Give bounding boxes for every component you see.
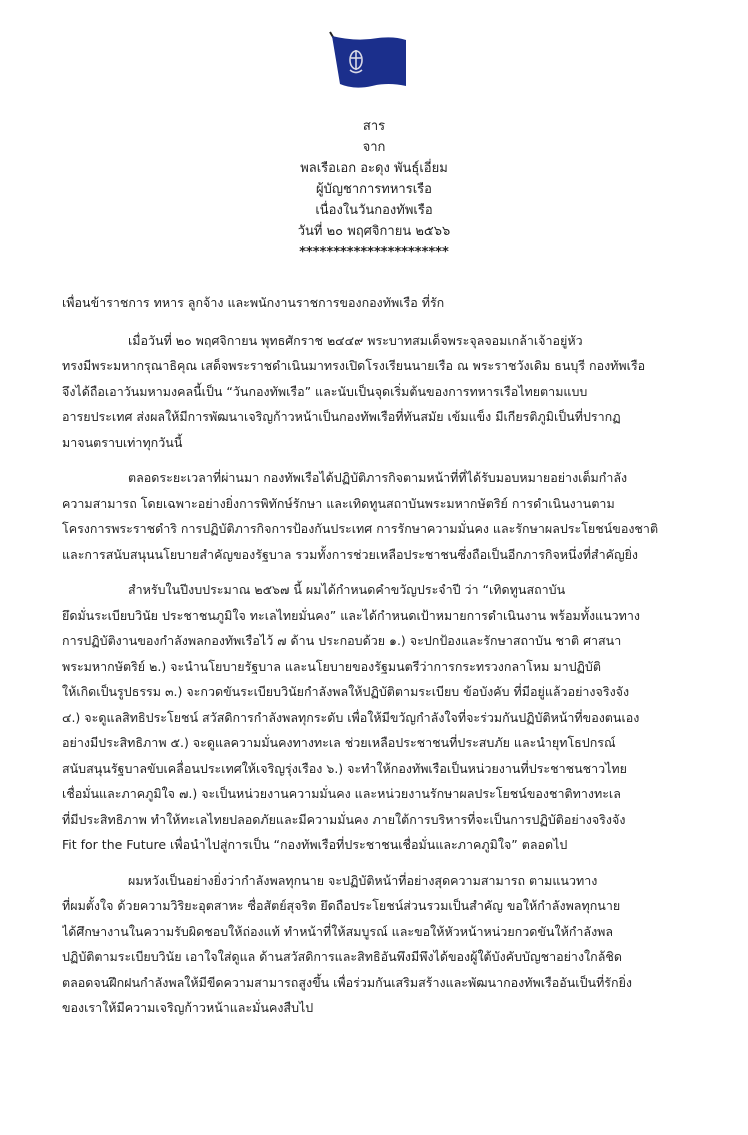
paragraph-line: ผมหวังเป็นอย่างยิ่งว่ากำลังพลทุกนาย จะปฏิบัติหน้าที่อย่างสุดความสามารถ ตามแนวทาง xyxy=(128,872,598,888)
paragraph-line: Fit for the Future เพื่อนำไปสู่การเป็น “กองทัพเรือที่ประชาชนเชื่อมั่นและภาคภูมิใจ” ตลอดไป xyxy=(62,837,568,852)
paragraph-3 xyxy=(62,577,688,858)
paragraph-line: การปฏิบัติงานของกำลังพลกองทัพเรือไว้ ๗ ด้าน ประกอบด้วย ๑.) จะปกป้องและรักษาสถาบัน ชาติ ศาสนา xyxy=(62,633,622,648)
paragraph-line: ๔.) จะดูแลสิทธิประโยชน์ สวัสดิการกำลังพลทุกระดับ เพื่อให้มีขวัญกำลังใจที่จะร่วมกันปฏิบัติหน้าที่ของตนเอง xyxy=(62,709,640,725)
paragraph-line: ที่ผมตั้งใจ ด้วยความวิริยะอุตสาหะ ซื่อสัตย์สุจริต ยึดถือประโยชน์ส่วนรวมเป็นสำคัญ ขอให้กำลังพลทุกนาย xyxy=(62,898,621,913)
paragraph-4 xyxy=(62,868,688,1021)
paragraph-line: ของเราให้มีความเจริญก้าวหน้าและมั่นคงสืบไป xyxy=(62,1000,314,1015)
paragraph-2 xyxy=(62,465,688,567)
salutation: เพื่อนข้าราชการ ทหาร ลูกจ้าง และพนักงานราชการของกองทัพเรือ ที่รัก xyxy=(62,295,445,310)
paragraph-line: สนับสนุนรัฐบาลขับเคลื่อนประเทศให้เจริญรุ่งเรือง ๖.) จะทำให้กองทัพเรือเป็นหน่วยงานที่ประชาชนชาวไทย xyxy=(62,760,627,776)
paragraph-line: ตลอดระยะเวลาที่ผ่านมา กองทัพเรือได้ปฏิบัติภารกิจตามหน้าที่ที่ได้รับมอบหมายอย่างเต็มกำลัง xyxy=(128,470,628,485)
header-separator: ********************** xyxy=(299,245,449,260)
header-date: วันที่ ๒๐ พฤศจิกายน ๒๕๖๖ xyxy=(297,224,451,239)
paragraph-line: ได้ศึกษางานในความรับผิดชอบให้ถ่องแท้ ทำหน้าที่ให้สมบูรณ์ และขอให้หัวหน้าหน่วยกวดขันให้กำลังพล xyxy=(62,923,614,939)
paragraph-1 xyxy=(62,328,688,456)
header-sender-name: พลเรือเอก อะดุง พันธุ์เอี่ยม xyxy=(300,161,448,176)
paragraph-line: ความสามารถ โดยเฉพาะอย่างยิ่งการพิทักษ์รักษา และเทิดทูนสถาบันพระมหากษัตริย์ การดำเนินงานตาม xyxy=(62,495,615,511)
paragraph-line: โครงการพระราชดำริ การปฏิบัติภารกิจการป้องกันประเทศ การรักษาความมั่นคง และรักษาผลประโยชน์ของชาติ xyxy=(62,521,659,536)
paragraph-line: มาจนตราบเท่าทุกวันนี้ xyxy=(62,434,183,450)
paragraph-line: จึงได้ถือเอาวันมหามงคลนี้เป็น “วันกองทัพเรือ” และนับเป็นจุดเริ่มต้นของการทหารเรือไทยตามแบบ xyxy=(62,383,588,399)
header-from: จาก xyxy=(362,140,386,155)
paragraph-line: พระมหากษัตริย์ ๒.) จะนำนโยบายรัฐบาล และนโยบายของรัฐมนตรีว่าการกระทรวงกลาโหม มาปฏิบัติ xyxy=(62,658,601,674)
paragraph-line: ให้เกิดเป็นรูปธรรม ๓.) จะกวดขันระเบียบวินัยกำลังพลให้ปฏิบัติตามระเบียบ ข้อบังคับ ที่มีอยู่แล้วอย่างจริงจัง xyxy=(62,684,630,699)
paragraph-line: อย่างมีประสิทธิภาพ ๕.) จะดูแลความมั่นคงทางทะเล ช่วยเหลือประชาชนที่ประสบภัย และนำยุทโธปกรณ์ xyxy=(62,735,616,750)
letter-header xyxy=(0,116,748,263)
flag-field xyxy=(332,36,406,88)
paragraph-line: และการสนับสนุนนโยบายสำคัญของรัฐบาล รวมทั้งการช่วยเหลือประชาชนซึ่งถือเป็นอีกภารกิจหนึ่งที่สำคัญยิ่ง xyxy=(62,546,639,562)
header-subject: สาร xyxy=(362,119,386,134)
paragraph-line: ที่มีประสิทธิภาพ ทำให้ทะเลไทยปลอดภัยและมีความมั่นคง ภายใต้การบริหารที่จะเป็นการปฏิบัติอย่างจริงจัง xyxy=(62,811,626,827)
navy-flag-icon xyxy=(326,30,410,90)
paragraph-line: เชื่อมั่นและภาคภูมิใจ ๗.) จะเป็นหน่วยงานความมั่นคง และหน่วยงานรักษาผลประโยชน์ของชาติทางทะเล xyxy=(62,786,621,801)
header-sender-title: ผู้บัญชาการทหารเรือ xyxy=(316,182,432,197)
paragraph-line: เมื่อวันที่ ๒๐ พฤศจิกายน พุทธศักราช ๒๔๔๙ พระบาทสมเด็จพระจุลจอมเกล้าเจ้าอยู่หัว xyxy=(128,332,583,348)
paragraph-line: ทรงมีพระมหากรุณาธิคุณ เสด็จพระราชดำเนินมาทรงเปิดโรงเรียนนายเรือ ณ พระราชวังเดิม ธนบุรี กองทัพเรือ xyxy=(62,358,646,373)
paragraph-line: ปฏิบัติตามระเบียบวินัย เอาใจใส่ดูแล ด้านสวัสดิการและสิทธิอันพึงมีพึงได้ของผู้ใต้บังคับบัญชาอย่างใกล้ชิด xyxy=(62,949,622,964)
paragraph-line: ตลอดจนฝึกฝนกำลังพลให้มีขีดความสามารถสูงขึ้น เพื่อร่วมกันเสริมสร้างและพัฒนากองทัพเรืออันเป็นที่รักยิ่ง xyxy=(62,974,633,990)
letter-body xyxy=(62,290,688,1031)
paragraph-line: ยึดมั่นระเบียบวินัย ประชาชนภูมิใจ ทะเลไทยมั่นคง” และได้กำหนดเป้าหมายการดำเนินงาน พร้อมทั้งแนวทาง xyxy=(62,607,641,623)
paragraph-line: สำหรับในปีงบประมาณ ๒๕๖๗ นี้ ผมได้กำหนดคำขวัญประจำปี ว่า “เทิดทูนสถาบัน xyxy=(128,582,566,597)
paragraph-line: อารยประเทศ ส่งผลให้มีการพัฒนาเจริญก้าวหน้าเป็นกองทัพเรือที่ทันสมัย เข้มแข็ง มีเกียรติภูมิเป็นที่ปรากฏ xyxy=(62,409,621,424)
header-occasion: เนื่องในวันกองทัพเรือ xyxy=(315,203,433,218)
